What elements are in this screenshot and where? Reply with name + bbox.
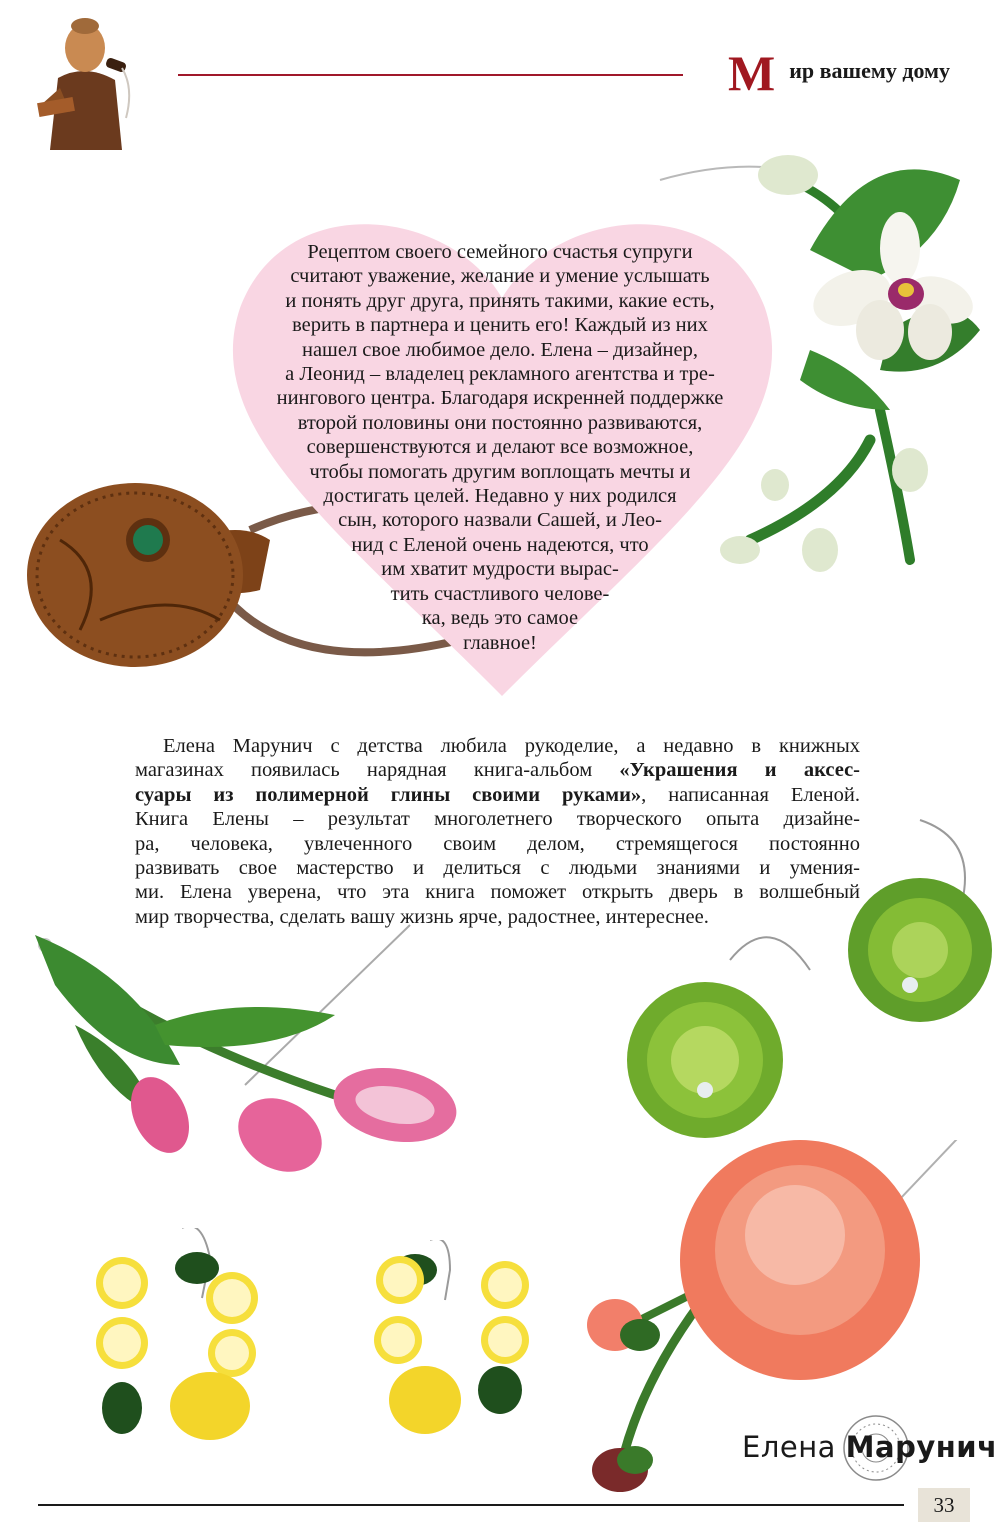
heart-text-line: достигать целей. Недавно у них родился — [323, 485, 677, 508]
heart-text-line: нид с Еленой очень надеются, что — [351, 533, 649, 556]
body-text-line: мир творчества, сделать вашу жизнь ярче, радостнее, интереснее. — [135, 905, 709, 928]
heart-text-block — [220, 240, 780, 655]
header-rule — [178, 74, 683, 76]
body-text-segment: , написанная Еленой. — [641, 783, 860, 806]
body-paragraph — [135, 734, 860, 929]
body-text-line: ра, человека, увлеченного своим делом, стремящегося постоянно — [135, 832, 860, 855]
heart-text-line: им хватит мудрости вырас- — [381, 558, 619, 581]
heart-text-line: тить счастливого челове- — [390, 582, 610, 605]
body-text-segment: магазинах появилась нарядная книга-альбом — [135, 759, 620, 782]
body-text-line: Книга Елены – результат многолетнего творческого опыта дизайне- — [135, 808, 860, 831]
heart-text-line: и понять друг друга, принять такими, какие есть, — [285, 289, 715, 312]
book-title-part: суары из полимерной глины своими руками» — [135, 783, 642, 806]
page-number: 33 — [918, 1488, 970, 1522]
section-title — [728, 45, 951, 101]
mascot-figurine-image — [30, 8, 140, 150]
body-text-line — [135, 758, 860, 782]
section-title-drop-cap: М — [728, 45, 776, 101]
heart-text-line: сын, которого назвали Сашей, и Лео- — [338, 509, 662, 532]
lemon-earring-photo-left — [92, 1228, 277, 1443]
heart-text-line: нингового центра. Благодаря искренней поддержке — [276, 387, 724, 410]
heart-text-line: Рецептом своего семейного счастья супруги — [307, 241, 693, 263]
body-text-line — [135, 783, 860, 807]
signature-first-name: Елена — [742, 1430, 836, 1464]
footer-rule — [38, 1504, 904, 1506]
author-signature — [742, 1430, 998, 1464]
heart-text-line: ка, ведь это самое — [421, 607, 579, 630]
heart-text-line: нашел свое любимое дело. Елена – дизайнер, — [301, 338, 698, 361]
heart-text-line: совершенствуются и делают все возможное, — [306, 436, 694, 459]
signature-last-name: Марунич — [845, 1430, 998, 1464]
heart-text-line: а Леонид – владелец рекламного агентства и тре- — [285, 363, 715, 386]
heart-text-line: считают уважение, желание и умение услышать — [290, 265, 710, 288]
section-title-text: ир вашему дому — [789, 58, 951, 83]
tulip-jewelry-photo — [15, 915, 470, 1185]
body-text-line: Елена Марунич с детства любила рукоделие, а недавно в книжных — [163, 735, 860, 757]
lemon-earring-photo-right — [370, 1240, 540, 1440]
heart-text-line: верить в партнера и ценить его! Каждый из них — [292, 314, 708, 337]
book-title-part: «Украшения и аксес- — [619, 759, 860, 782]
heart-text-line: главное! — [463, 631, 537, 654]
body-text-line: ми. Елена уверена, что эта книга поможет открыть дверь в волшебный — [135, 881, 860, 904]
body-text-line: развивать свое мастерство и делиться с людьми знаниями и умения- — [135, 857, 860, 880]
heart-text-line: чтобы помогать другим воплощать мечты и — [309, 460, 691, 483]
heart-text-line: второй половины они постоянно развиваются, — [297, 411, 703, 434]
